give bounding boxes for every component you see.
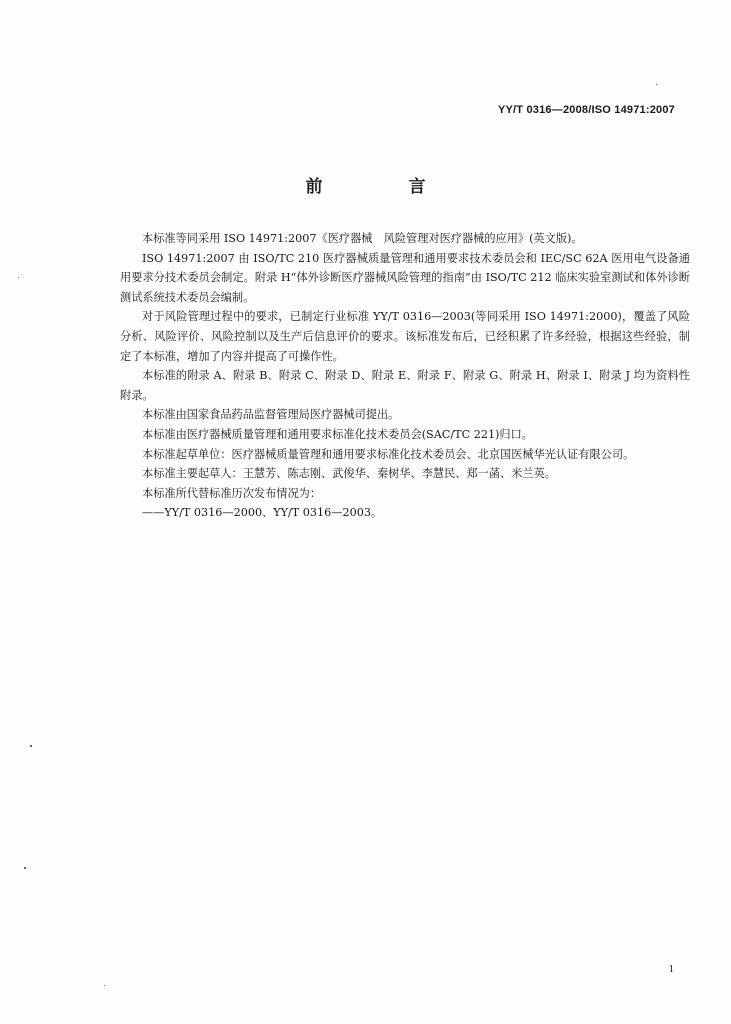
paragraph-adoption: 本标准等同采用 ISO 14971:2007《医疗器械 风险管理对医疗器械的应用》(英文版)。 [142,232,583,245]
paragraph-drafting-units: 本标准起草单位：医疗器械质量管理和通用要求标准化技术委员会、北京国医械华光认证有限公司。 [142,447,635,461]
page-title: 前 言 [305,177,466,197]
scan-speck [24,867,26,869]
scan-speck [104,985,105,986]
paragraph-origin: ISO 14971:2007 由 ISO/TC 210 医疗器械质量管理和通用要求技术委员会和 IEC/SC 62A 医用电气设备通用要求分技术委员会制定。附录 H“体外诊断医疗器械风险管理的指南”由 ISO/TC 212 临床实验室测试和体外诊断测试系统技术委员会编制。 [120,251,690,304]
paragraph-background: 对于风险管理过程中的要求，已制定行业标准 YY/T 0316—2003(等同采用 ISO 14971:2000)，覆盖了风险分析、风险评价、风险控制以及生产后信息评价的要求。该标准发布后，已经积累了许多经验，根据这些经验，制定了本标准，增加了内容并提高了可操作性。 [120,310,690,363]
paragraph-responsible-committee: 本标准由医疗器械质量管理和通用要求标准化技术委员会(SAC/TC 221)归口。 [142,427,533,441]
paragraph-history-list: ——YY/T 0316—2000、YY/T 0316—2003。 [142,506,383,520]
page-number: 1 [668,963,674,975]
scan-speck [18,277,19,278]
scan-speck [30,745,32,747]
paragraph-history-intro: 本标准所代替标准历次发布情况为： [142,486,322,500]
standard-code-header: YY/T 0316—2008/ISO 14971:2007 [497,104,675,116]
scan-speck [656,84,657,85]
paragraph-drafters: 本标准主要起草人：王慧芳、陈志刚、武俊华、秦树华、李慧民、郑一菡、米兰英。 [142,467,556,481]
document-body [120,229,690,523]
paragraph-annexes: 本标准的附录 A、附录 B、附录 C、附录 D、附录 E、附录 F、附录 G、附录 H、附录 I、附录 J 均为资料性附录。 [120,369,690,402]
paragraph-proposer: 本标准由国家食品药品监督管理局医疗器械司提出。 [142,408,400,422]
